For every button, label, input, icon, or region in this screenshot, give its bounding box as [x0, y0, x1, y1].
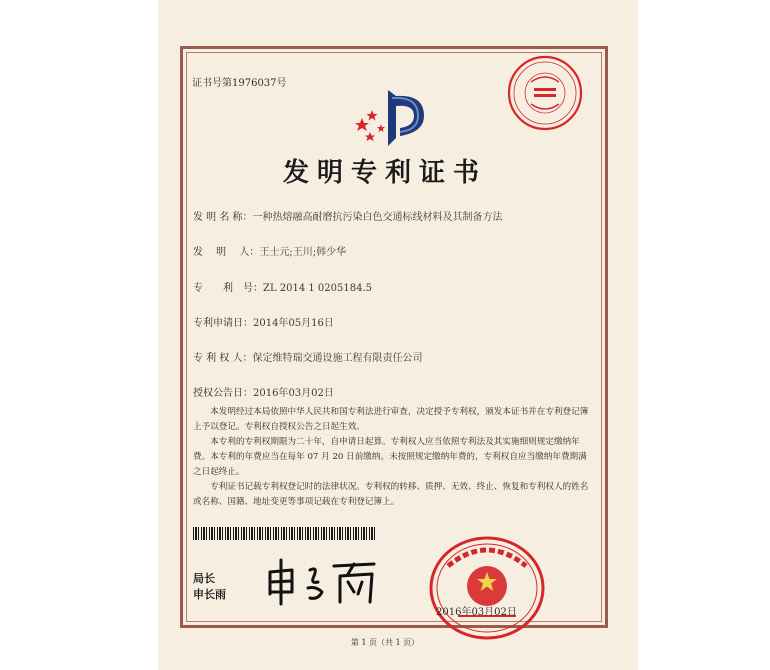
filing-date-label: 专利申请日： [193, 318, 253, 329]
invention-name-value: 一种热熔融高耐磨抗污染白色交通标线材料及其制备方法 [252, 212, 503, 223]
body-paragraph-2: 本专利的专利权期限为二十年，自申请日起算。专利权人应当依照专利法及其实施细则规定缴纳年费。本专利的年费应当在每年 07 月 20 日前缴纳。未按照规定缴纳年费的，专利权自应当缴纳年费期满之日起终止。 [193, 437, 587, 477]
director-signature-icon [262, 552, 382, 608]
body-paragraph-1: 本发明经过本局依照中华人民共和国专利法进行审查，决定授予专利权，颁发本证书并在专利登记簿上予以登记。专利权自授权公告之日起生效。 [193, 407, 589, 432]
body-paragraph-3: 专利证书记载专利权登记时的法律状况。专利权的转移、质押、无效、终止、恢复和专利权人的姓名或名称、国籍、地址变更等事项记载在专利登记簿上。 [193, 482, 589, 507]
certificate-title: 发明专利证书 [282, 158, 487, 188]
grant-date-value: 2016年03月02日 [253, 388, 334, 399]
patentee-row [193, 349, 423, 364]
agency-seal-icon [506, 54, 584, 132]
national-ipo-seal-icon [428, 536, 546, 640]
invention-name-label: 发 明 名 称： [193, 212, 253, 223]
patent-number-row [193, 279, 372, 294]
director-name: 申长雨 [193, 588, 226, 601]
inventor-label: 发 明 人： [193, 247, 260, 258]
patentee-label: 专 利 权 人： [193, 353, 253, 364]
inventor-row [193, 243, 346, 258]
filing-date-row [193, 314, 334, 329]
page-number: 第 1 页（共 1 页） [350, 638, 420, 647]
patent-office-logo-icon [348, 78, 436, 150]
barcode [193, 527, 375, 540]
grant-date-label: 授权公告日： [193, 388, 253, 399]
certificate-number: 证书号第1976037号 [192, 78, 287, 89]
filing-date-value: 2014年05月16日 [253, 318, 334, 329]
patent-number-label: 专 利 号： [193, 283, 263, 294]
patentee-value: 保定维特瑞交通设施工程有限责任公司 [252, 353, 423, 364]
inventor-value: 王士元;王川;韩少华 [259, 247, 347, 258]
director-title: 局长 [193, 572, 215, 585]
invention-name-row [193, 208, 503, 223]
grant-date-row [193, 384, 334, 399]
certificate-body [193, 405, 591, 510]
seal-date: 2016年03月02日 [436, 607, 517, 618]
patent-number-value: ZL 2014 1 0205184.5 [263, 283, 373, 294]
